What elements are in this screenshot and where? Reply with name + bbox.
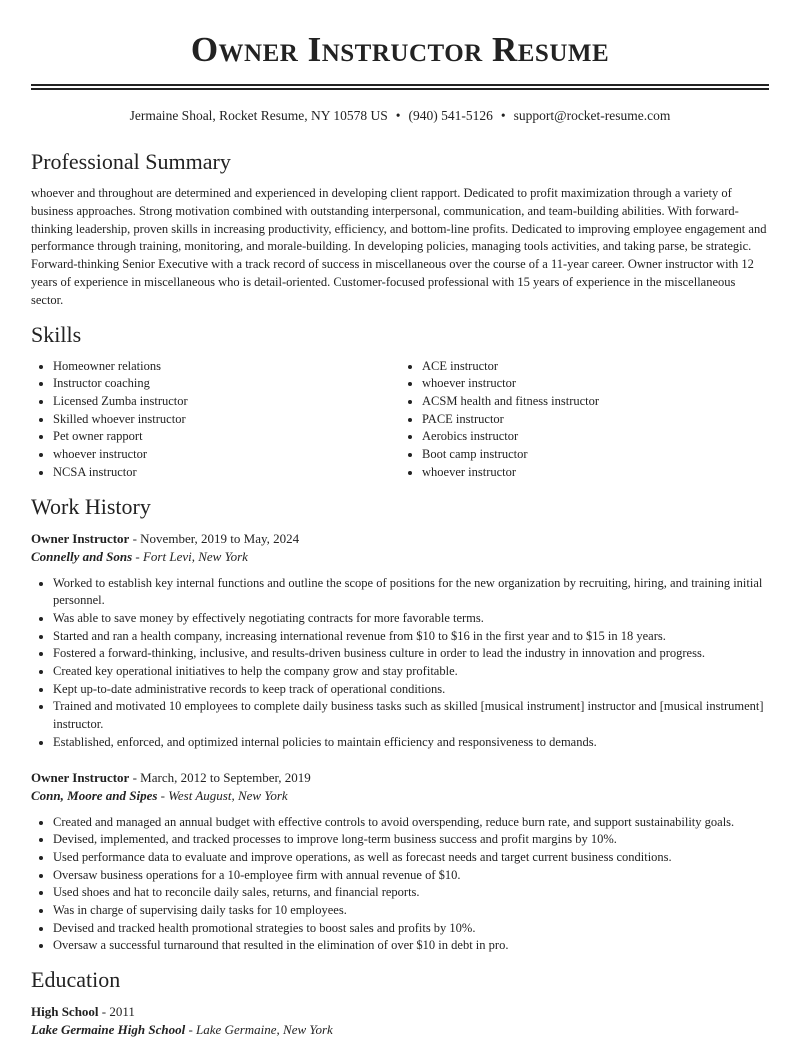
list-item: • Oversaw business operations for a 10-employee firm with annual revenue of $10. — [53, 867, 769, 885]
list-item: • Devised and tracked health promotional strategies to boost sales and profits by 10%. — [53, 920, 769, 938]
skills-section — [31, 322, 769, 482]
education-school: Lake Germaine High School — [31, 1022, 186, 1038]
work-history-heading: Work History — [31, 493, 151, 519]
job-title: Owner Instructor — [31, 530, 130, 546]
list-item: • whoever instructor — [422, 375, 769, 393]
job-location: - Fort Levi, New York — [132, 548, 248, 564]
list-item: • Trained and motivated 10 employees to complete daily business tasks such as skilled [musical instrument] instructor and [musical instrument] instructor. — [53, 698, 769, 733]
list-item: • whoever instructor — [422, 464, 769, 482]
list-item: • Homeowner relations — [53, 358, 400, 376]
job-location: - West August, New York — [157, 787, 288, 803]
resume-title: Owner Instructor Resume — [190, 30, 610, 69]
list-item: • Oversaw a successful turnaround that resulted in the elimination of over $10 in debt in pro. — [53, 937, 769, 955]
list-item: • Created key operational initiatives to help the company grow and stay profitable. — [53, 663, 769, 681]
list-item: • Licensed Zumba instructor — [53, 393, 400, 411]
contact-separator: • — [500, 108, 506, 123]
list-item: • ACE instructor — [422, 358, 769, 376]
list-item: • ACSM health and fitness instructor — [422, 393, 769, 411]
summary-text: whoever and throughout are determined and experienced in developing client rapport. Dedicated to profit maximization through a variety of business approaches. Strong motivation combined with outstanding interpersonal, communication, and team-building abilities. With forward-thinking leadership, proven skills in increasing productivity, efficiency, and bottom-line profits. Dedicated to improving employee engagement and performance through training, monitoring, and morale-building. In developing policies, managing tools activities, and taking parse, be strategic. Forward-thinking Senior Executive with a track record of success in miscellaneous over the course of a 11-year career. Owner instructor with 12 years of experience in miscellaneous who is detail-oriented. Customer-focused professional with 15 years of experience in the miscellaneous sector. — [31, 186, 767, 307]
job-bullets — [31, 814, 769, 956]
job-dates: - March, 2012 to September, 2019 — [129, 769, 311, 785]
contact-line — [31, 107, 769, 125]
contact-address: Jermaine Shoal, Rocket Resume, NY 10578 US — [129, 108, 388, 123]
list-item: • Started and ran a health company, increasing international revenue from $10 to $16 in the first year and to $15 in 18 years. — [53, 628, 769, 646]
contact-email[interactable]: support@rocket-resume.com — [513, 108, 671, 123]
list-item: • PACE instructor — [422, 411, 769, 429]
list-item: • Was able to save money by effectively negotiating contracts for more favorable terms. — [53, 610, 769, 628]
contact-phone: (940) 541-5126 — [408, 108, 493, 123]
list-item: • Created and managed an annual budget with effective controls to avoid overspending, reduce burn rate, and support sustainability goals. — [53, 814, 769, 832]
list-item: • Used shoes and hat to reconcile daily sales, returns, and financial reports. — [53, 884, 769, 902]
list-item: • Used performance data to evaluate and improve operations, as well as forecast needs and target current business conditions. — [53, 849, 769, 867]
list-item: • Worked to establish key internal functions and outline the scope of positions for the new organization by recruiting, hiring, and training initial personnel. — [53, 575, 769, 610]
summary-section — [31, 149, 769, 310]
list-item: • Skilled whoever instructor — [53, 411, 400, 429]
work-history-section — [31, 494, 769, 956]
job-company: Connelly and Sons — [31, 548, 133, 564]
job-company-line — [31, 548, 769, 566]
education-heading: Education — [31, 967, 121, 993]
list-item: • Kept up-to-date administrative records to keep track of operational conditions. — [53, 681, 769, 699]
skills-columns — [31, 358, 769, 482]
contact-separator: • — [395, 108, 401, 123]
education-year: - 2011 — [98, 1004, 135, 1020]
list-item: • Established, enforced, and optimized internal policies to maintain efficiency and responsiveness to demands. — [53, 734, 769, 752]
skills-list-right — [400, 358, 769, 482]
summary-heading: Professional Summary — [31, 149, 231, 174]
list-item: • whoever instructor — [53, 446, 400, 464]
list-item: • Boot camp instructor — [422, 446, 769, 464]
job-bullets — [31, 575, 769, 752]
education-degree: High School — [31, 1004, 99, 1020]
skills-list-left — [31, 358, 400, 482]
education-section — [31, 967, 769, 1039]
list-item: • Aerobics instructor — [422, 428, 769, 446]
list-item: • Pet owner rapport — [53, 428, 400, 446]
job-entry — [31, 769, 769, 956]
education-location: - Lake Germaine, New York — [185, 1022, 333, 1038]
education-school-line — [31, 1021, 769, 1039]
list-item: • NCSA instructor — [53, 464, 400, 482]
list-item: • Devised, implemented, and tracked processes to improve long-term business success and profit margins by 10%. — [53, 831, 769, 849]
job-company-line — [31, 787, 769, 805]
job-header — [31, 769, 769, 787]
list-item: • Was in charge of supervising daily tasks for 10 employees. — [53, 902, 769, 920]
job-dates: - November, 2019 to May, 2024 — [129, 530, 300, 546]
skills-heading: Skills — [31, 321, 82, 347]
title-divider — [31, 84, 769, 90]
job-company: Conn, Moore and Sipes — [31, 787, 158, 803]
job-title: Owner Instructor — [31, 769, 130, 785]
job-header — [31, 530, 769, 548]
list-item: • Instructor coaching — [53, 375, 400, 393]
job-entry — [31, 530, 769, 752]
education-header — [31, 1003, 769, 1021]
list-item: • Fostered a forward-thinking, inclusive, and results-driven business culture in order to lead the industry in innovation and progress. — [53, 645, 769, 663]
